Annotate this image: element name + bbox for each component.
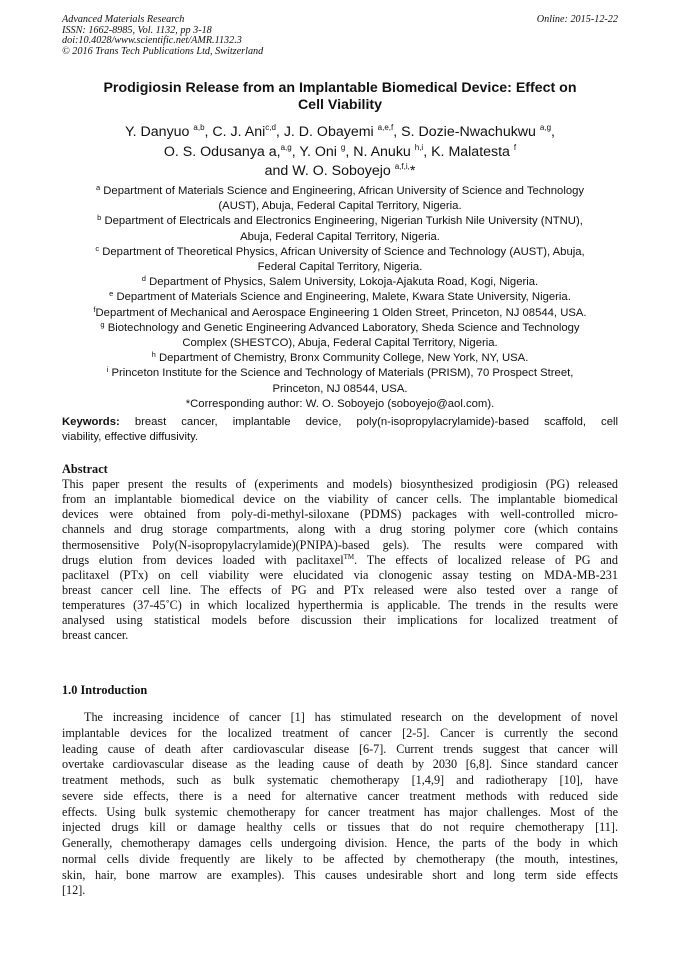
title-line-2: Cell Viability bbox=[297, 97, 383, 113]
keywords-text: breast cancer, implantable device, poly(n-isopropylacrylamide)-based scaffold, cell bbox=[119, 416, 618, 428]
author-affil-sup: g bbox=[340, 142, 346, 152]
author-affil-sup: h,i bbox=[414, 142, 424, 152]
affiliation-a bbox=[62, 184, 618, 214]
abstract-body bbox=[62, 477, 618, 644]
intro-line: treatment methods, such as bulk systematic chemotherapy [1,4,9] and radiotherapy [10], have bbox=[62, 773, 618, 787]
introduction-body bbox=[62, 710, 618, 899]
affil-text: Princeton Institute for the Science and Technology of Materials (PRISM), 70 Prospect Street, bbox=[111, 367, 574, 380]
keywords bbox=[62, 415, 618, 445]
abstract-line-tail: . The effects of localized release of PG and bbox=[354, 552, 618, 567]
author-name: and W. O. Soboyejo bbox=[264, 163, 395, 179]
affil-text: Department of Theoretical Physics, African University of Science and Technology (AUST), Abuja, bbox=[102, 245, 585, 258]
intro-line: Generally, chemotherapy damages cells undergoing division. Hence, the parts of the body in which bbox=[62, 836, 618, 850]
keywords-line-1 bbox=[62, 415, 618, 430]
affiliation-list bbox=[62, 184, 618, 412]
author-name: C. J. Ani bbox=[212, 124, 266, 140]
affil-text: Department of Mechanical and Aerospace Engineering 1 Olden Street, Princeton, NJ 08544, USA. bbox=[95, 306, 587, 319]
author-name: Y. Danyuo bbox=[125, 124, 194, 140]
author-name: K. Malatesta bbox=[431, 143, 514, 160]
affiliation-b bbox=[62, 214, 618, 244]
abstract-line-head: drugs elution from devices loaded with paclitaxel bbox=[62, 552, 344, 567]
author-line-3 bbox=[62, 162, 618, 182]
author-sep: , bbox=[345, 143, 354, 160]
author-line-1 bbox=[62, 123, 618, 143]
affil-text-2: Complex (SHESTCO), Abuja, Federal Capital Territory, Nigeria. bbox=[182, 337, 498, 350]
author-affil-sup: a,g bbox=[280, 142, 292, 152]
author-sep: , bbox=[291, 143, 300, 160]
intro-line: leading cause of death after cardiovascular disease [6-7]. Current trends suggest that cancer will bbox=[62, 741, 618, 756]
journal-header bbox=[62, 15, 618, 57]
author-affil-sup: f bbox=[513, 142, 517, 152]
author-list bbox=[62, 123, 618, 182]
abstract-line: breast cancer. bbox=[62, 628, 129, 643]
author-sep: , bbox=[204, 124, 213, 140]
online-date: Online: 2015-12-22 bbox=[536, 14, 618, 25]
journal-name: Advanced Materials Research bbox=[62, 14, 185, 25]
author-sep: , bbox=[393, 124, 402, 140]
abstract-line-tm bbox=[62, 553, 618, 568]
paper-title bbox=[62, 80, 618, 114]
author-line-2 bbox=[62, 143, 618, 163]
affil-key: a bbox=[95, 183, 101, 192]
intro-line: The increasing incidence of cancer [1] has stimulated research on the development of novel bbox=[84, 710, 618, 724]
affil-text-2: (AUST), Abuja, Federal Capital Territory, Nigeria. bbox=[218, 200, 462, 213]
trademark-sup: TM bbox=[343, 552, 355, 561]
affil-text-2: Princeton, NJ 08544, USA. bbox=[272, 382, 408, 395]
affil-key: e bbox=[109, 289, 114, 299]
affil-key: d bbox=[141, 274, 146, 284]
affil-text-2: Abuja, Federal Capital Territory, Nigeria. bbox=[240, 230, 440, 243]
corresponding-author: *Corresponding author: W. O. Soboyejo (soboyejo@aol.com). bbox=[185, 397, 495, 410]
affil-key: b bbox=[97, 213, 102, 223]
abstract-line: breast cancer cell line. The effects of PG and PTx released were also tested over a range of bbox=[62, 582, 618, 597]
affiliation-h bbox=[62, 351, 618, 366]
author-sep: * bbox=[409, 163, 416, 179]
author-name: N. Anuku bbox=[353, 143, 415, 160]
affil-text: Department of Chemistry, Bronx Community College, New York, NY, USA. bbox=[158, 352, 529, 365]
affiliation-g bbox=[62, 321, 618, 351]
intro-line: [12]. bbox=[62, 883, 86, 898]
affil-text: Biotechnology and Genetic Engineering Advanced Laboratory, Sheda Science and Technology bbox=[107, 321, 580, 334]
affiliation-e bbox=[62, 290, 618, 305]
abstract-line: thermosensitive Poly(N-isopropylacrylamide)(PNIPA)-based gels). The results were compared with bbox=[62, 537, 618, 552]
author-name: Y. Oni bbox=[299, 143, 341, 160]
affil-text-2: Federal Capital Territory, Nigeria. bbox=[257, 261, 423, 274]
intro-line: implantable devices for the localized treatment of cancer [2-5]. Cancer is currently the second bbox=[62, 725, 618, 740]
keywords-label: Keywords: bbox=[62, 416, 120, 428]
introduction-heading: 1.0 Introduction bbox=[62, 683, 148, 697]
affil-text: Department of Materials Science and Engineering, Malete, Kwara State University, Nigeria. bbox=[116, 291, 571, 304]
affil-text: Department of Physics, Salem University, Lokoja-Ajakuta Road, Kogi, Nigeria. bbox=[149, 276, 539, 289]
journal-copyright: © 2016 Trans Tech Publications Ltd, Switzerland bbox=[62, 45, 264, 57]
journal-doi: doi:10.4028/www.scientific.net/AMR.1132.3 bbox=[62, 35, 242, 47]
affiliation-f bbox=[62, 306, 618, 321]
author-name: S. Dozie-Nwachukwu bbox=[401, 124, 540, 140]
affiliation-d bbox=[62, 275, 618, 290]
author-affil-sup: a,e,f bbox=[377, 123, 394, 132]
abstract-line: temperatures (37-45˚C) in which localized hyperthermia is applicable. The trends in the results were bbox=[62, 598, 618, 613]
author-name: J. D. Obayemi bbox=[283, 124, 378, 140]
affil-key: c bbox=[95, 243, 100, 253]
author-sep: , bbox=[423, 143, 432, 160]
affiliation-i bbox=[62, 366, 618, 396]
author-affil-sup: a,g bbox=[539, 123, 552, 132]
abstract-line: from an implantable biomedical device on the viability of cancer cells. The implantable biomedical bbox=[62, 492, 618, 507]
affil-text: Department of Electricals and Electronics Engineering, Nigerian Turkish Nile University (NTNU), bbox=[104, 215, 583, 228]
abstract-line: channels and drug storage compartments, along with a drug storing polymer core (which contains bbox=[62, 522, 618, 537]
author-name: O. S. Odusanya a, bbox=[163, 143, 281, 160]
affiliation-c bbox=[62, 245, 618, 275]
keywords-line-2: viability, effective diffusivity. bbox=[62, 431, 199, 444]
intro-line: severe side effects, there is a need for alternative cancer treatment methods with reduced side bbox=[62, 788, 618, 803]
affil-key: i bbox=[106, 365, 109, 375]
intro-line: normal cells divide frequently are likely to be affected by chemotherapy (the mouth, intestines, bbox=[62, 851, 618, 866]
intro-line: effects. Using bulk systemic chemotherapy for cancer treatment has major challenges. Most of the bbox=[62, 804, 618, 819]
author-affil-sup: a,f,i, bbox=[394, 162, 410, 171]
author-affil-sup: a,b bbox=[193, 123, 205, 132]
intro-line: overtake cardiovascular disease as the leading cause of death by 2030 [6,8]. Since standard cancer bbox=[62, 757, 618, 772]
abstract-line: devices were obtained from poly-di-methyl-siloxane (PDMS) packages with well-controlled micro- bbox=[62, 507, 618, 522]
affil-key: f bbox=[93, 304, 96, 314]
intro-line: skin, hair, bone marrow are examples). This causes undesirable short and long term side effects bbox=[62, 867, 618, 882]
abstract-line: analysed using statistical models before discussion their implications for localized treatment of bbox=[62, 613, 618, 628]
abstract-heading: Abstract bbox=[62, 462, 108, 476]
title-line-1: Prodigiosin Release from an Implantable Biomedical Device: Effect on bbox=[103, 80, 577, 96]
abstract-line: This paper present the results of (experiments and models) biosynthesized prodigiosin (PG) released bbox=[62, 477, 618, 491]
affil-key: g bbox=[100, 319, 105, 329]
intro-line: injected drugs kill or damage healthy cells or tissues that do not require chemotherapy [11]. bbox=[62, 820, 618, 835]
affil-key: h bbox=[151, 350, 156, 360]
author-affil-sup: c,d bbox=[265, 123, 276, 132]
affil-text: Department of Materials Science and Engineering, African University of Science and Technology bbox=[103, 185, 585, 197]
author-sep: , bbox=[275, 124, 284, 140]
author-sep: , bbox=[551, 124, 555, 140]
abstract-line: paclitaxel (PTx) on cell viability were elucidated via clonogenic assay testing on MDA-MB-231 bbox=[62, 567, 618, 582]
journal-issn: ISSN: 1662-8985, Vol. 1132, pp 3-18 bbox=[62, 24, 212, 36]
